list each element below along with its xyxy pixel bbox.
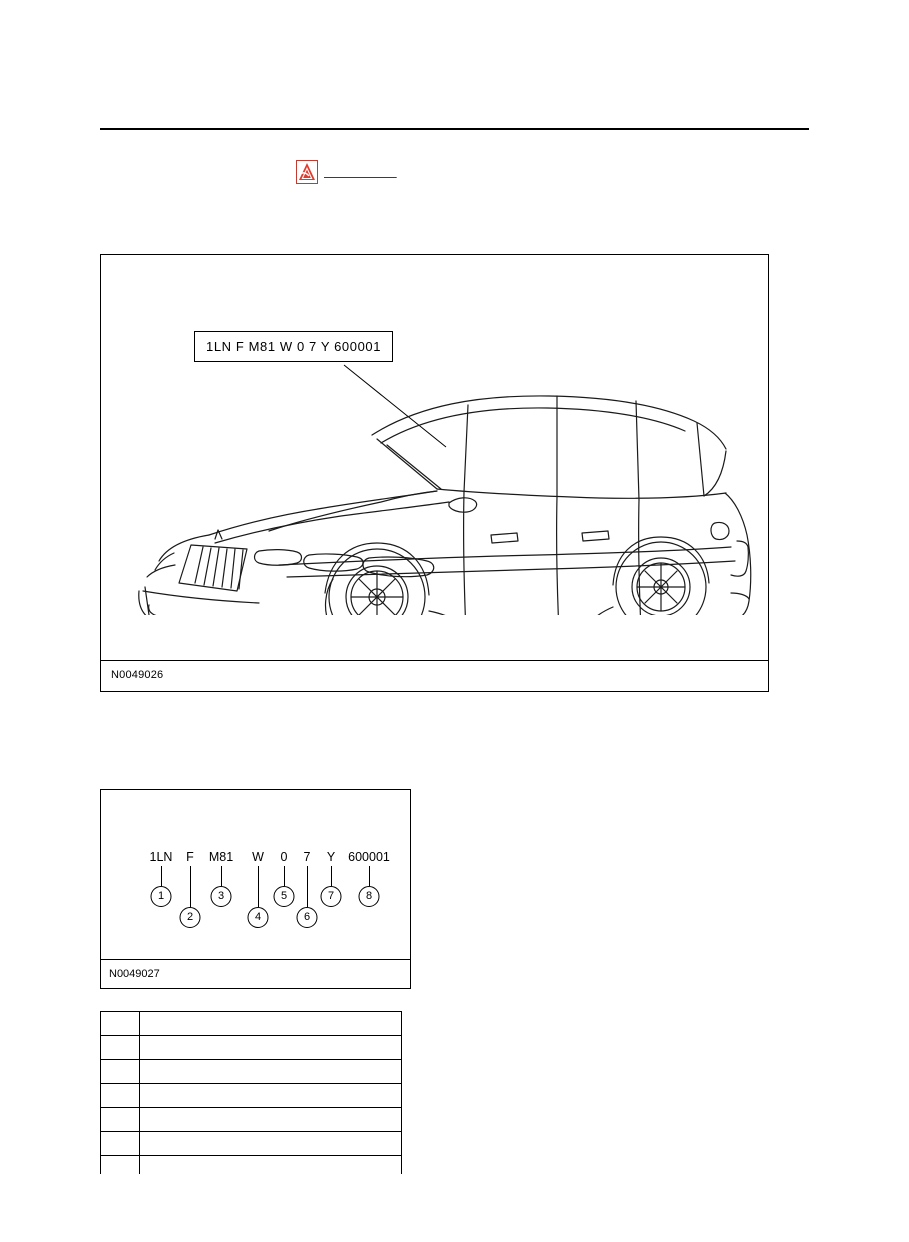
vin-stem-1 — [161, 866, 162, 886]
table-cell-description — [140, 1084, 402, 1108]
vin-breakdown-diagram — [101, 790, 410, 962]
figure-vin-breakdown — [100, 789, 411, 989]
table-row — [101, 1132, 402, 1156]
vin-segment-8-text: 600001 — [348, 850, 390, 864]
vin-segment-4-text: W — [252, 850, 264, 864]
figure-vehicle-vin-location — [100, 254, 769, 692]
table-row — [101, 1084, 402, 1108]
table-cell-description — [140, 1060, 402, 1084]
pdf-attachment-link[interactable] — [324, 165, 444, 179]
table-cell-description — [140, 1012, 402, 1036]
vin-bubble-2: 2 — [180, 907, 201, 928]
table-row — [101, 1012, 402, 1036]
page-bottom-margin — [0, 1174, 909, 1242]
figure-vin-caption-divider — [101, 959, 410, 960]
vin-stem-5 — [284, 866, 285, 886]
figure-vehicle-caption: N0049026 — [111, 669, 164, 681]
header-divider — [100, 128, 809, 130]
vin-segment-2-text: F — [186, 850, 194, 864]
vin-bubble-7: 7 — [321, 886, 342, 907]
vin-segment-6-text: 7 — [303, 850, 311, 864]
table-row — [101, 1036, 402, 1060]
vin-bubble-6: 6 — [297, 907, 318, 928]
figure-vin-breakdown-caption: N0049027 — [109, 968, 160, 980]
vin-segment-5-text: 0 — [280, 850, 288, 864]
table-cell-number — [101, 1036, 140, 1060]
table-cell-description — [140, 1132, 402, 1156]
vin-bubble-1: 1 — [151, 886, 172, 907]
vin-bubble-4: 4 — [248, 907, 269, 928]
table-cell-number — [101, 1084, 140, 1108]
vin-segment-1-text: 1LN — [149, 850, 173, 864]
table-cell-number — [101, 1060, 140, 1084]
vin-bubble-3: 3 — [211, 886, 232, 907]
table-row — [101, 1108, 402, 1132]
lincoln-town-car-illustration — [119, 365, 759, 615]
table-cell-number — [101, 1108, 140, 1132]
table-row — [101, 1060, 402, 1084]
vin-stem-2 — [190, 866, 191, 907]
vin-segment-7-text: Y — [326, 850, 336, 864]
vin-stem-4 — [258, 866, 259, 907]
table-cell-description — [140, 1108, 402, 1132]
figure-caption-divider — [101, 660, 768, 661]
table-cell-number — [101, 1132, 140, 1156]
vin-callout-label: 1LN F M81 W 0 7 Y 600001 — [194, 331, 393, 362]
vin-stem-8 — [369, 866, 370, 886]
pdf-icon — [296, 160, 318, 184]
vin-bubble-8: 8 — [359, 886, 380, 907]
vin-stem-6 — [307, 866, 308, 907]
vin-bubble-5: 5 — [274, 886, 295, 907]
vin-stem-7 — [331, 866, 332, 886]
vin-stem-3 — [221, 866, 222, 886]
table-cell-number — [101, 1012, 140, 1036]
table-cell-description — [140, 1036, 402, 1060]
pdf-attachment-row[interactable] — [296, 160, 444, 184]
vin-segment-3-text: M81 — [208, 850, 234, 864]
